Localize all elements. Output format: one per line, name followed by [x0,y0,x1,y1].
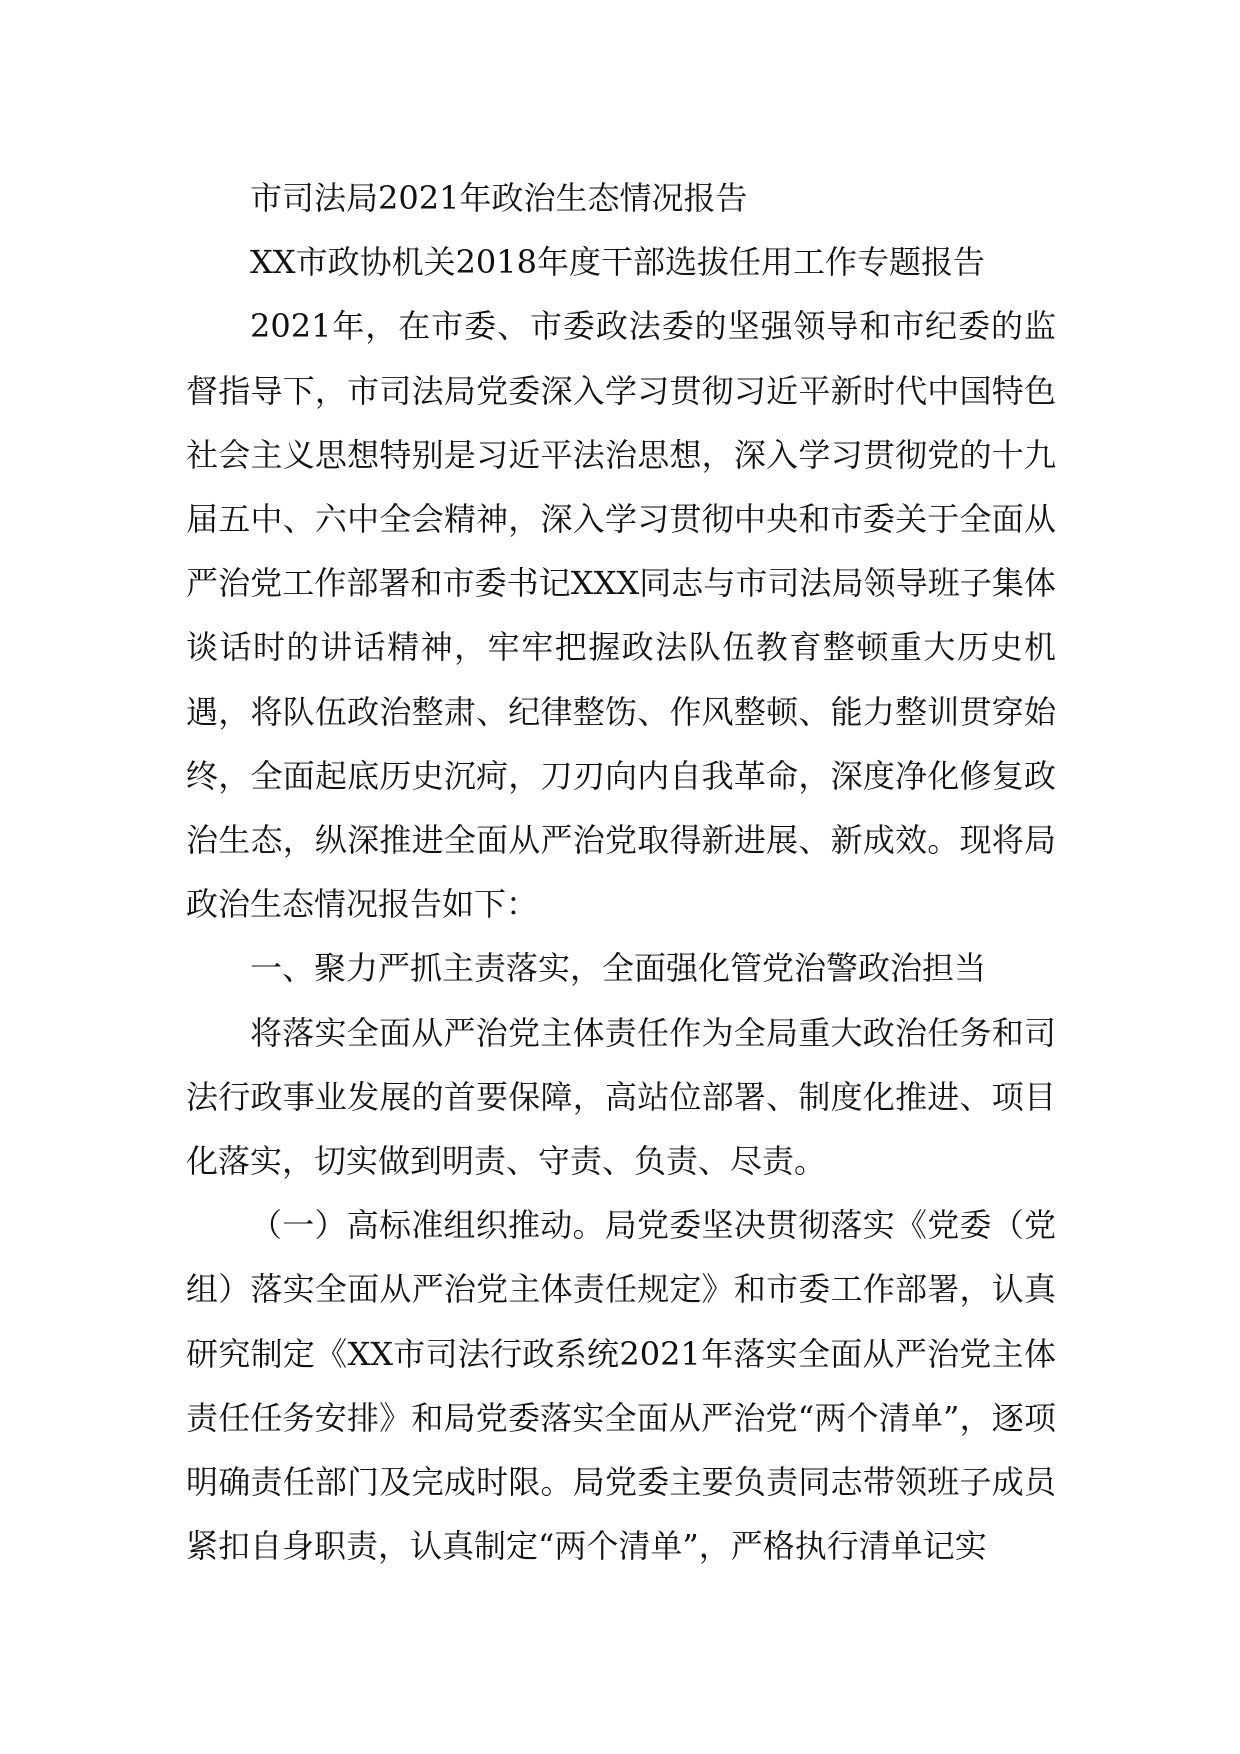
subsection-1-paragraph: （一）高标准组织推动。局党委坚决贯彻落实《党委（党组）落实全面从严治党主体责任规定》和市委工作部署，认真研究制定《XX市司法行政系统2021年落实全面从严治党主体责任任务安排》和局党委落实全面从严治党“两个清单”，逐项明确责任部门及完成时限。局党委主要负责同志带领班子成员紧扣自身职责，认真制定“两个清单”，严格执行清单记实 [186,1206,1056,1566]
document-title: 市司法局2021年政治生态情况报告 [250,179,748,217]
document-body [186,166,1056,1578]
document-subtitle: XX市政协机关2018年度干部选拔任用工作专题报告 [250,243,986,282]
intro-paragraph: 2021年，在市委、市委政法委的坚强领导和市纪委的监督指导下，市司法局党委深入学习贯彻习近平新时代中国特色社会主义思想特别是习近平法治思想，深入学习贯彻党的十九届五中、六中全会精神，深入学习贯彻中央和市委关于全面从严治党工作部署和市委书记XXX同志与市司法局领导班子集体谈话时的讲话精神，牢牢把握政法队伍教育整顿重大历史机遇，将队伍政治整肃、纪律整饬、作风整顿、能力整训贯穿始终，全面起底历史沉疴，刀刃向内自我革命，深度净化修复政治生态，纵深推进全面从严治党取得新进展、新成效。现将局政治生态情况报告如下： [186,307,1056,924]
section-heading-1: 一、聚力严抓主责落实，全面强化管党治警政治担当 [250,949,987,988]
section-1-paragraph: 将落实全面从严治党主体责任作为全局重大政治任务和司法行政事业发展的首要保障，高站位部署、制度化推进、项目化落实，切实做到明责、守责、负责、尽责。 [186,1013,1056,1181]
